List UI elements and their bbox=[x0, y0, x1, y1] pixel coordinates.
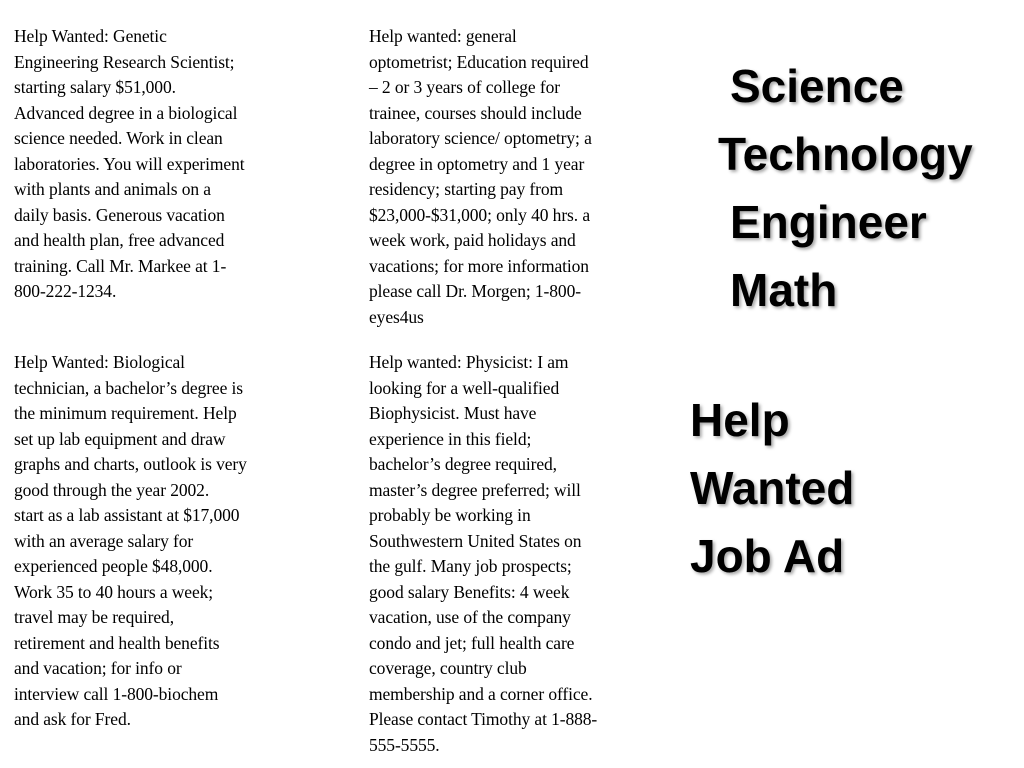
ad-line: daily basis. Generous vacation bbox=[14, 204, 225, 225]
heading-line-help: Help bbox=[690, 394, 790, 446]
heading-line-job-ad: Job Ad bbox=[690, 530, 845, 582]
ad-line: eyes4us bbox=[369, 306, 424, 327]
stem-topics-list bbox=[718, 52, 973, 324]
ad-line: Advanced degree in a biological bbox=[14, 102, 238, 123]
ad-line: Biophysicist. Must have bbox=[369, 403, 537, 423]
topic-science: Science bbox=[730, 60, 904, 112]
ad-line: 800-222-1234. bbox=[14, 281, 117, 301]
ad-line: graphs and charts, outlook is very bbox=[14, 454, 247, 474]
job-ad-genetic-scientist bbox=[14, 24, 326, 305]
ad-line: experienced people $48,000. bbox=[14, 556, 213, 576]
ad-line: experience in this field; bbox=[369, 428, 532, 449]
ad-line: week work, paid holidays and bbox=[369, 230, 576, 250]
ad-line: technician, a bachelor’s degree is bbox=[14, 377, 244, 398]
ad-line: laboratories. You will experiment bbox=[14, 153, 245, 174]
ad-line: Engineering Research Scientist; bbox=[14, 51, 235, 72]
ad-line: Please contact Timothy at 1-888- bbox=[369, 709, 598, 729]
ad-line: vacation, use of the company bbox=[369, 607, 571, 627]
ad-line: good salary Benefits: 4 week bbox=[369, 581, 570, 602]
topic-engineer: Engineer bbox=[730, 196, 927, 248]
topic-technology: Technology bbox=[718, 128, 973, 180]
ad-line: degree in optometry and 1 year bbox=[369, 153, 585, 174]
ad-line: science needed. Work in clean bbox=[14, 128, 223, 148]
ad-line: please call Dr. Morgen; 1-800- bbox=[369, 281, 581, 301]
ad-line: set up lab equipment and draw bbox=[14, 428, 226, 449]
ad-line: bachelor’s degree required, bbox=[369, 454, 557, 474]
ad-line: optometrist; Education required bbox=[369, 51, 589, 72]
ad-line: retirement and health benefits bbox=[14, 632, 220, 653]
job-ad-physicist bbox=[369, 350, 675, 758]
ad-line: looking for a well-qualified bbox=[369, 377, 560, 398]
ad-line: training. Call Mr. Markee at 1- bbox=[14, 255, 227, 276]
ad-line: Work 35 to 40 hours a week; bbox=[14, 581, 214, 602]
ad-line: membership and a corner office. bbox=[369, 683, 593, 704]
ad-line: the gulf. Many job prospects; bbox=[369, 556, 572, 576]
job-ad-optometrist bbox=[369, 24, 674, 330]
ad-line: vacations; for more information bbox=[369, 255, 589, 276]
ad-line: $23,000-$31,000; only 40 hrs. a bbox=[369, 204, 590, 225]
ad-line: travel may be required, bbox=[14, 607, 174, 627]
ad-line: Help Wanted: Biological bbox=[14, 352, 185, 372]
ad-line: Southwestern United States on bbox=[369, 530, 582, 551]
ad-line: starting salary $51,000. bbox=[14, 77, 176, 97]
ad-line: with plants and animals on a bbox=[14, 179, 211, 199]
topic-math: Math bbox=[730, 264, 838, 316]
ad-line: coverage, country club bbox=[369, 658, 527, 678]
ad-line: and vacation; for info or bbox=[14, 658, 182, 678]
job-ad-biological-technician bbox=[14, 350, 326, 733]
ad-line: with an average salary for bbox=[14, 530, 194, 551]
ad-line: condo and jet; full health care bbox=[369, 632, 575, 653]
ad-line: start as a lab assistant at $17,000 bbox=[14, 505, 240, 525]
ad-line: 555-5555. bbox=[369, 734, 440, 755]
ad-line: and ask for Fred. bbox=[14, 709, 131, 729]
ad-line: good through the year 2002. bbox=[14, 479, 210, 500]
ad-line: master’s degree preferred; will bbox=[369, 479, 581, 500]
heading-line-wanted: Wanted bbox=[690, 462, 855, 514]
ad-line: Help wanted: general bbox=[369, 26, 517, 46]
ad-line: Help Wanted: Genetic bbox=[14, 26, 167, 46]
ad-line: Help wanted: Physicist: I am bbox=[369, 352, 569, 372]
ad-line: laboratory science/ optometry; a bbox=[369, 128, 592, 148]
ad-line: interview call 1-800-biochem bbox=[14, 683, 219, 704]
ad-line: – 2 or 3 years of college for bbox=[369, 77, 560, 97]
help-wanted-heading bbox=[690, 386, 854, 590]
ad-line: and health plan, free advanced bbox=[14, 230, 225, 250]
ad-line: trainee, courses should include bbox=[369, 102, 582, 123]
ad-line: the minimum requirement. Help bbox=[14, 403, 237, 423]
ad-line: residency; starting pay from bbox=[369, 179, 564, 199]
ad-line: probably be working in bbox=[369, 505, 531, 525]
